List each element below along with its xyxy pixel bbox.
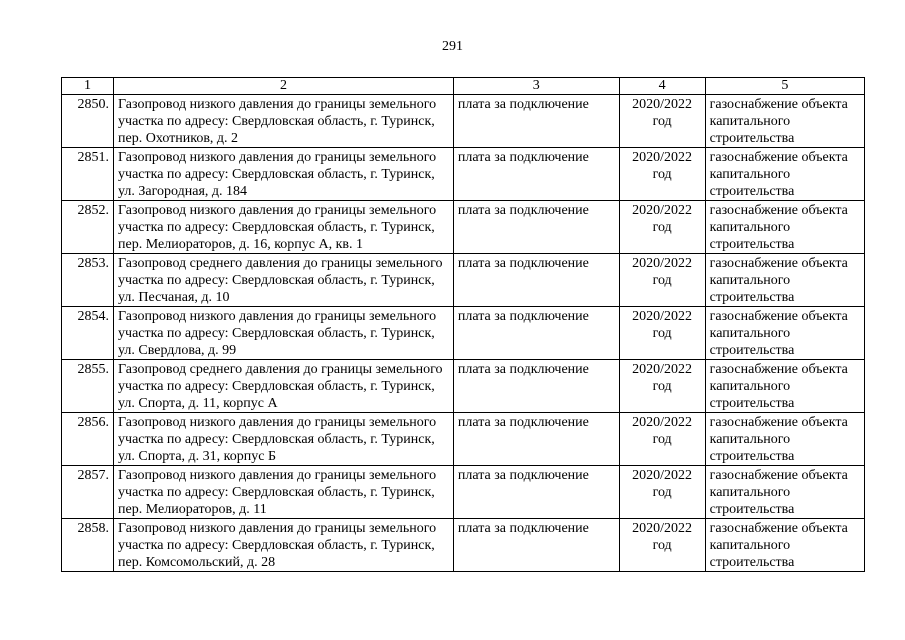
funding-source: плата за подключение [453,307,619,360]
object-description: Газопровод низкого давления до границы земельного участка по адресу: Свердловская область, г. Туринск, пер. Мелиораторов, д. 16, корпус А, кв. 1 [114,201,454,254]
object-description: Газопровод низкого давления до границы земельного участка по адресу: Свердловская область, г. Туринск, пер. Охотников, д. 2 [114,95,454,148]
funding-source: плата за подключение [453,254,619,307]
implementation-period: 2020/2022 год [619,360,705,413]
object-purpose: газоснабжение объекта капитального строительства [705,148,864,201]
object-purpose: газоснабжение объекта капитального строительства [705,466,864,519]
funding-source: плата за подключение [453,201,619,254]
object-description: Газопровод низкого давления до границы земельного участка по адресу: Свердловская область, г. Туринск, пер. Комсомольский, д. 28 [114,519,454,572]
table-row [62,148,865,201]
implementation-period: 2020/2022 год [619,201,705,254]
table-row [62,254,865,307]
header-cell-2: 2 [114,78,454,95]
funding-source: плата за подключение [453,95,619,148]
object-purpose: газоснабжение объекта капитального строительства [705,519,864,572]
row-number: 2850. [62,95,114,148]
row-number: 2853. [62,254,114,307]
funding-source: плата за подключение [453,466,619,519]
table-row [62,413,865,466]
header-cell-5: 5 [705,78,864,95]
implementation-period: 2020/2022 год [619,413,705,466]
implementation-period: 2020/2022 год [619,95,705,148]
table-row [62,95,865,148]
implementation-period: 2020/2022 год [619,466,705,519]
implementation-period: 2020/2022 год [619,254,705,307]
table-row [62,307,865,360]
table-row [62,466,865,519]
object-purpose: газоснабжение объекта капитального строительства [705,95,864,148]
row-number: 2857. [62,466,114,519]
table-row [62,519,865,572]
header-cell-1: 1 [62,78,114,95]
funding-source: плата за подключение [453,148,619,201]
object-description: Газопровод низкого давления до границы земельного участка по адресу: Свердловская область, г. Туринск, ул. Свердлова, д. 99 [114,307,454,360]
table-row [62,201,865,254]
object-purpose: газоснабжение объекта капитального строительства [705,413,864,466]
funding-source: плата за подключение [453,413,619,466]
row-number: 2855. [62,360,114,413]
object-description: Газопровод среднего давления до границы земельного участка по адресу: Свердловская область, г. Туринск, ул. Песчаная, д. 10 [114,254,454,307]
object-purpose: газоснабжение объекта капитального строительства [705,254,864,307]
object-purpose: газоснабжение объекта капитального строительства [705,201,864,254]
implementation-period: 2020/2022 год [619,148,705,201]
implementation-period: 2020/2022 год [619,519,705,572]
object-description: Газопровод низкого давления до границы земельного участка по адресу: Свердловская область, г. Туринск, ул. Загородная, д. 184 [114,148,454,201]
object-purpose: газоснабжение объекта капитального строительства [705,307,864,360]
header-cell-4: 4 [619,78,705,95]
implementation-period: 2020/2022 год [619,307,705,360]
header-row [62,78,865,95]
row-number: 2852. [62,201,114,254]
funding-source: плата за подключение [453,519,619,572]
object-description: Газопровод низкого давления до границы земельного участка по адресу: Свердловская область, г. Туринск, пер. Мелиораторов, д. 11 [114,466,454,519]
row-number: 2856. [62,413,114,466]
investment-table [61,77,865,572]
row-number: 2854. [62,307,114,360]
object-description: Газопровод низкого давления до границы земельного участка по адресу: Свердловская область, г. Туринск, ул. Спорта, д. 31, корпус Б [114,413,454,466]
object-description: Газопровод среднего давления до границы земельного участка по адресу: Свердловская область, г. Туринск, ул. Спорта, д. 11, корпус А [114,360,454,413]
object-purpose: газоснабжение объекта капитального строительства [705,360,864,413]
header-cell-3: 3 [453,78,619,95]
row-number: 2858. [62,519,114,572]
funding-source: плата за подключение [453,360,619,413]
page-number: 291 [442,39,463,54]
table-body [62,95,865,572]
table-row [62,360,865,413]
row-number: 2851. [62,148,114,201]
table-header [62,78,865,95]
